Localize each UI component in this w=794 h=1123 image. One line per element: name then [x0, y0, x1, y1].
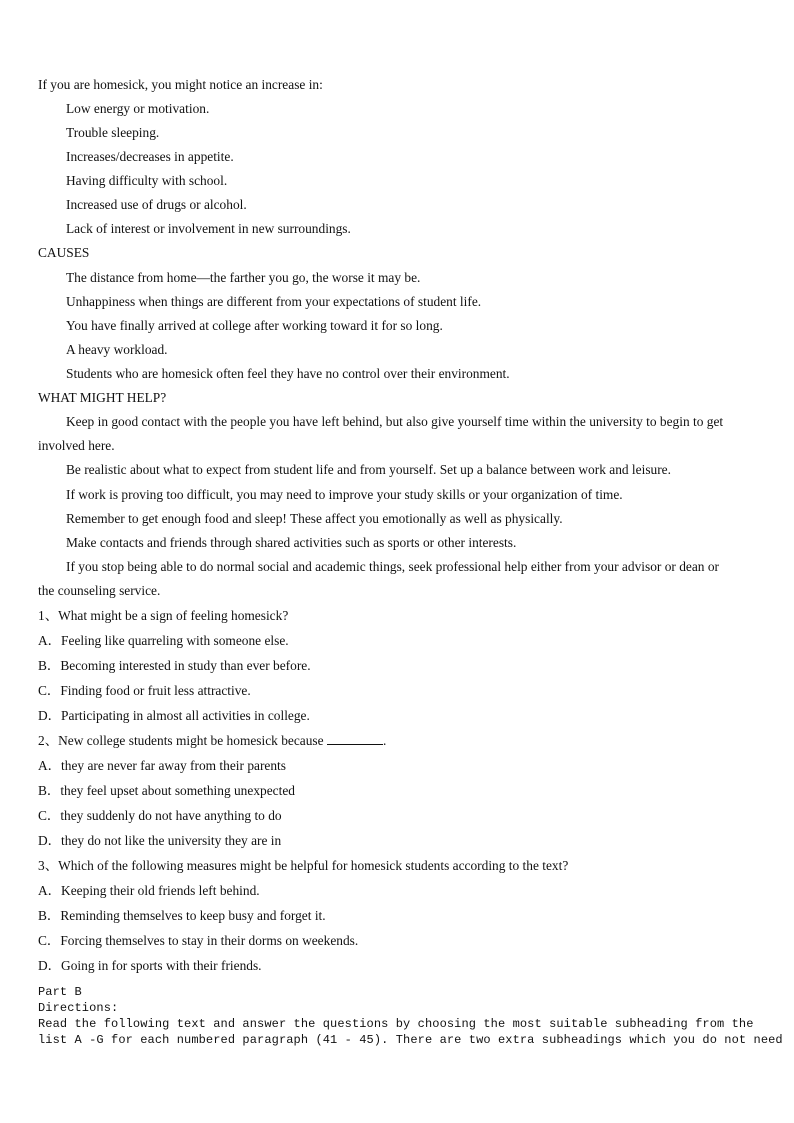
question-1-option-d: D．Participating in almost all activities in college.	[38, 708, 310, 723]
sign-item: Trouble sleeping.	[66, 125, 160, 140]
part-b-directions-line-2: list A -G for each numbered paragraph (41 - 45). There are two extra subheadings which you do not need	[38, 1033, 783, 1047]
cause-item: You have finally arrived at college after working toward it for so long.	[66, 318, 443, 333]
cause-item: The distance from home—the farther you go, the worse it may be.	[66, 270, 421, 285]
causes-heading: CAUSES	[38, 245, 90, 260]
question-1-option-b: B．Becoming interested in study than ever before.	[38, 658, 311, 673]
signs-intro: If you are homesick, you might notice an increase in:	[38, 77, 323, 92]
sign-item: Having difficulty with school.	[66, 173, 228, 188]
question-2-stem-end: .	[382, 733, 387, 748]
part-b-directions-label: Directions:	[38, 1001, 119, 1015]
help-paragraph-5: Make contacts and friends through shared activities such as sports or other interests.	[66, 535, 517, 550]
question-3-option-c: C．Forcing themselves to stay in their dorms on weekends.	[38, 933, 359, 948]
help-paragraph-1: Keep in good contact with the people you have left behind, but also give yourself time within the university to begin to get	[66, 414, 724, 429]
question-2-option-d: D．they do not like the university they are in	[38, 833, 282, 848]
part-b-title: Part B	[38, 985, 82, 999]
question-1-stem: 1、What might be a sign of feeling homesick?	[38, 608, 289, 623]
question-2-stem	[38, 733, 386, 749]
sign-item: Increases/decreases in appetite.	[66, 149, 234, 164]
help-heading: WHAT MIGHT HELP?	[38, 390, 167, 405]
question-3-option-a: A．Keeping their old friends left behind.	[38, 883, 260, 898]
answer-blank	[327, 733, 383, 745]
help-paragraph-4: Remember to get enough food and sleep! These affect you emotionally as well as physically.	[66, 511, 563, 526]
cause-item: Unhappiness when things are different from your expectations of student life.	[66, 294, 482, 309]
sign-item: Low energy or motivation.	[66, 101, 210, 116]
question-1-option-a: A．Feeling like quarreling with someone else.	[38, 633, 289, 648]
cause-item: Students who are homesick often feel they have no control over their environment.	[66, 366, 510, 381]
question-2-option-b: B．they feel upset about something unexpected	[38, 783, 295, 798]
question-3-stem: 3、Which of the following measures might be helpful for homesick students according to the text?	[38, 858, 569, 873]
question-3-option-b: B．Reminding themselves to keep busy and forget it.	[38, 908, 326, 923]
question-2-stem-text: 2、New college students might be homesick because	[38, 733, 324, 748]
cause-item: A heavy workload.	[66, 342, 168, 357]
help-paragraph-6: If you stop being able to do normal social and academic things, seek professional help either from your advisor or dean or	[66, 559, 719, 574]
question-2-option-c: C．they suddenly do not have anything to do	[38, 808, 282, 823]
help-paragraph-1-cont: involved here.	[38, 438, 115, 453]
sign-item: Lack of interest or involvement in new surroundings.	[66, 221, 351, 236]
help-paragraph-6-cont: the counseling service.	[38, 583, 161, 598]
help-paragraph-2: Be realistic about what to expect from student life and from yourself. Set up a balance between work and leisure.	[66, 462, 671, 477]
question-3-option-d: D．Going in for sports with their friends.	[38, 958, 262, 973]
part-b-directions-line-1: Read the following text and answer the questions by choosing the most suitable subheading from the	[38, 1017, 754, 1031]
help-paragraph-3: If work is proving too difficult, you may need to improve your study skills or your organization of time.	[66, 487, 623, 502]
sign-item: Increased use of drugs or alcohol.	[66, 197, 247, 212]
question-2-option-a: A．they are never far away from their parents	[38, 758, 286, 773]
question-1-option-c: C．Finding food or fruit less attractive.	[38, 683, 251, 698]
